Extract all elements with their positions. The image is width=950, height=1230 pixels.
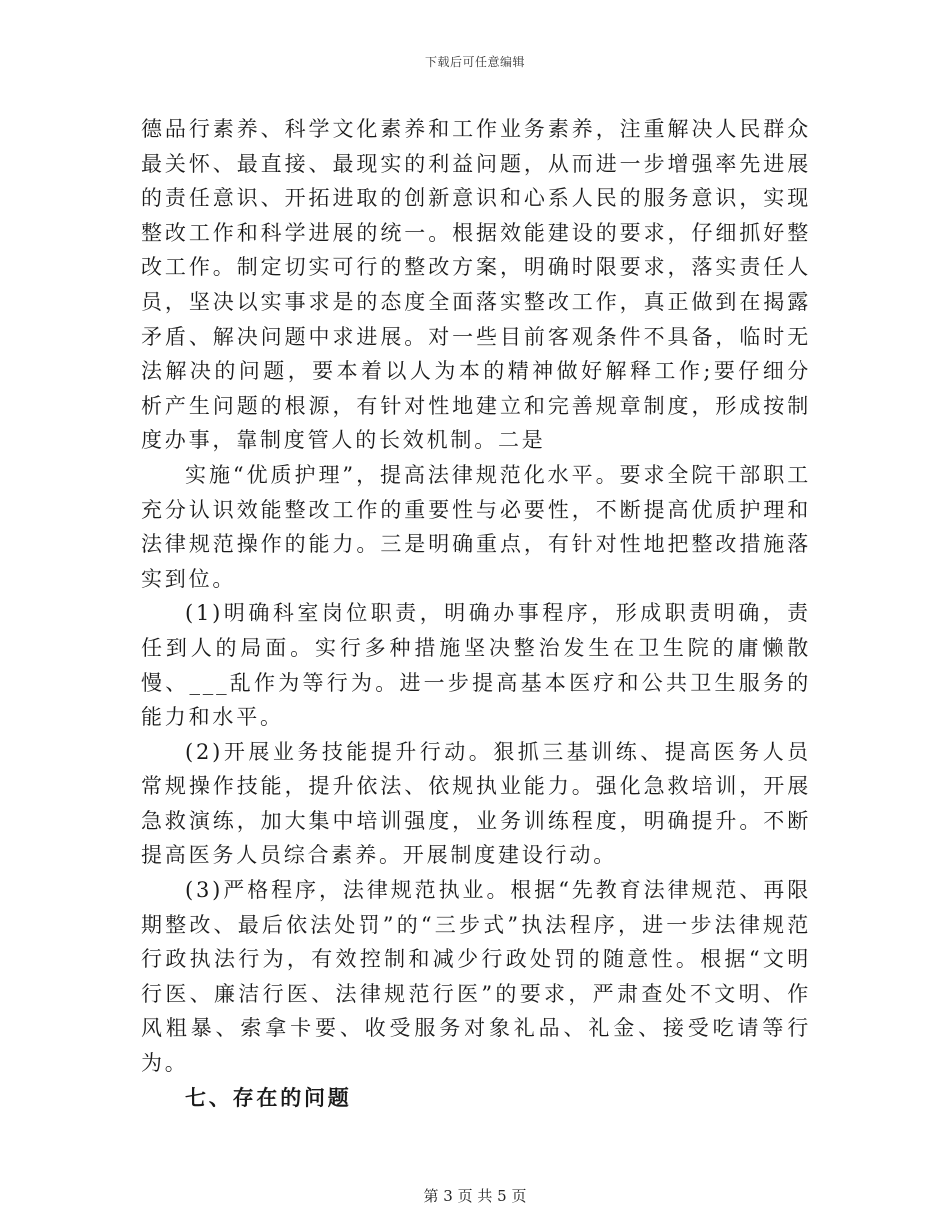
paragraph-1: 德品行素养、科学文化素养和工作业务素养，注重解决人民群众最关怀、最直接、最现实的利益问题，从而进一步增强率先进展的责任意识、开拓进取的创新意识和心系人民的服务意识，实现整改工作和科学进展的统一。根据效能建设的要求，仔细抓好整改工作。制定切实可行的整改方案，明确时限要求，落实责任人员，坚决以实事求是的态度全面落实整改工作，真正做到在揭露矛盾、解决问题中求进展。对一些目前客观条件不具备，临时无法解决的问题，要本着以人为本的精神做好解释工作;要仔细分析产生问题的根源，有针对性地建立和完善规章制度，形成按制度办事，靠制度管人的长效机制。二是 [141, 117, 811, 453]
paragraph-3: (1)明确科室岗位职责，明确办事程序，形成职责明确，责任到人的局面。实行多种措施坚决整治发生在卫生院的庸懒散慢、___乱作为等行为。进一步提高基本医疗和公共卫生服务的能力和水平。 [141, 601, 811, 730]
paragraph-2: 实施“优质护理”，提高法律规范化水平。要求全院干部职工充分认识效能整改工作的重要性与必要性，不断提高优质护理和法律规范操作的能力。三是明确重点，有针对性地把整改措施落实到位。 [141, 462, 811, 591]
page-header: 下载后可任意编辑 [424, 55, 525, 69]
paragraph-4: (2)开展业务技能提升行动。狠抓三基训练、提高医务人员常规操作技能，提升依法、依规执业能力。强化急救培训，开展急救演练，加大集中培训强度，业务训练程度，明确提升。不断提高医务人员综合素养。开展制度建设行动。 [141, 739, 811, 868]
page-footer: 第 3 页 共 5 页 [423, 1187, 527, 1205]
document-body [141, 112, 811, 1115]
paragraph-5: (3)严格程序，法律规范执业。根据“先教育法律规范、再限期整改、最后依法处罚”的“三步式”执法程序，进一步法律规范行政执法行为，有效控制和减少行政处罚的随意性。根据“文明行医、廉洁行医、法律规范行医”的要求，严肃查处不文明、作风粗暴、索拿卡要、收受服务对象礼品、礼金、接受吃请等行为。 [141, 878, 811, 1076]
section-heading: 七、存在的问题 [185, 1084, 352, 1110]
